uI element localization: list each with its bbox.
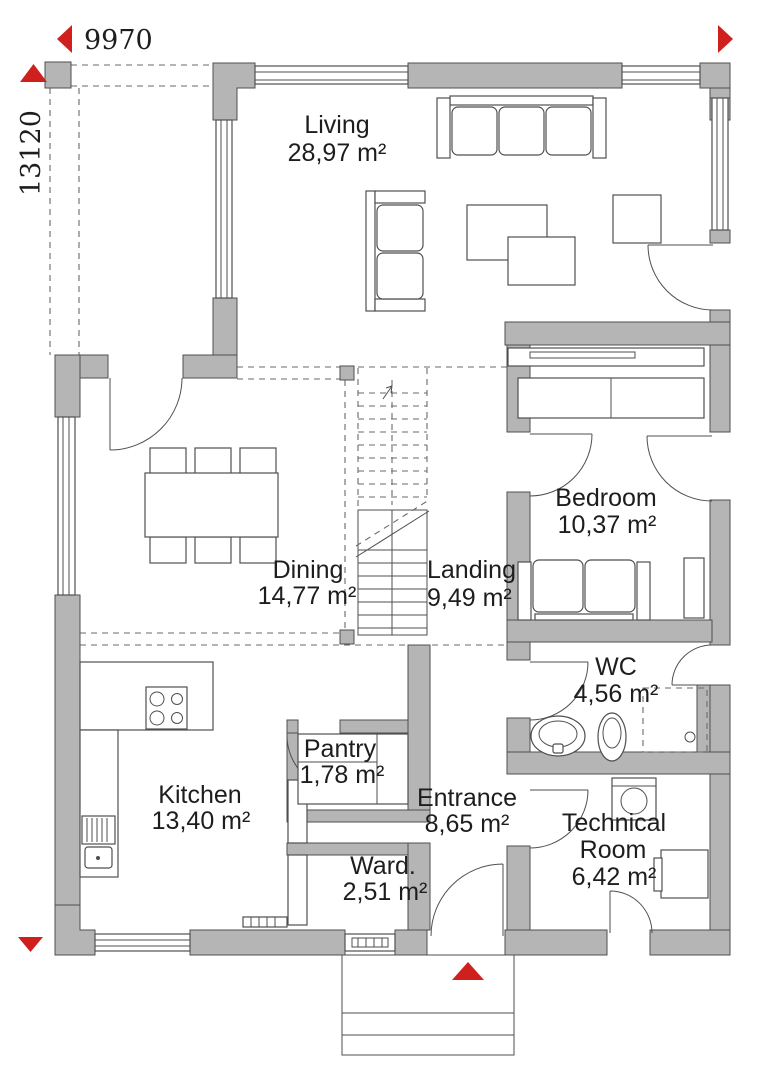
window: [58, 417, 75, 595]
wall-segment: [505, 322, 730, 345]
wall-segment: [287, 720, 298, 733]
wall-segment: [80, 355, 108, 378]
dining-area: 14,77 m²: [257, 582, 357, 610]
wall-segment: [507, 846, 530, 930]
living-side-door: [648, 245, 713, 310]
dimension-arrow-down-icon: [18, 937, 43, 952]
bedroom-area: 10,37 m²: [557, 511, 657, 539]
kitchen-label: Kitchen: [158, 781, 242, 809]
kitchen-area: 13,40 m²: [151, 807, 251, 835]
wall-segment: [710, 88, 730, 98]
entry-steps: [342, 955, 514, 1055]
wc-label: WC: [595, 653, 637, 681]
boiler: [654, 850, 708, 898]
width-dimension: 9970: [84, 25, 153, 56]
sink: [82, 816, 115, 868]
wall-segment: [183, 355, 237, 378]
structural-column: [340, 630, 354, 644]
wall-segment: [408, 63, 622, 88]
living-area: 28,97 m²: [287, 139, 387, 167]
window: [255, 66, 408, 84]
wall-segment: [55, 595, 80, 905]
technical-area: 6,42 m²: [571, 863, 657, 891]
bedroom-exterior-door: [647, 436, 712, 501]
window: [216, 120, 232, 298]
terrace-outline: [50, 65, 213, 355]
dimension-arrow-right-icon: [718, 25, 733, 53]
sofa-large: [437, 96, 606, 158]
dining-table: [145, 473, 278, 537]
technical-label-line2: Room: [579, 836, 647, 864]
wall-segment: [505, 930, 607, 955]
wall-segment: [650, 930, 730, 955]
technical-label-line1: Technical: [561, 809, 667, 837]
entrance-area: 8,65 m²: [424, 810, 510, 838]
wardrobe-closet: [508, 348, 704, 418]
wall-segment: [213, 63, 255, 120]
vent-grille: [345, 934, 395, 951]
sofa-small: [366, 191, 425, 311]
pantry-label: Pantry: [303, 735, 377, 763]
wall-segment: [507, 718, 530, 752]
wall-segment: [287, 810, 430, 822]
wall-segment: [710, 685, 730, 930]
height-dimension: 13120: [16, 110, 47, 196]
living-label: Living: [304, 111, 370, 139]
toilet: [598, 713, 626, 761]
dining-label: Dining: [272, 556, 344, 584]
wall-segment: [710, 230, 730, 243]
terrace-door: [110, 378, 182, 450]
terrace-column: [45, 62, 71, 88]
technical-exterior-door: [610, 891, 652, 933]
main-entrance-door: [431, 864, 503, 936]
dining-set: [145, 448, 278, 563]
bed: [518, 560, 650, 620]
entrance-label: Entrance: [416, 784, 518, 812]
wc-exterior-door: [672, 645, 712, 685]
kitchen-counter: [80, 662, 213, 877]
tall-cabinet: [288, 855, 307, 925]
wc-area: 4,56 m²: [573, 680, 659, 708]
coffee-table: [508, 237, 575, 285]
wall-segment: [213, 298, 237, 358]
window: [712, 98, 728, 230]
side-table: [613, 195, 661, 243]
window: [95, 934, 190, 951]
bedroom-label: Bedroom: [555, 484, 657, 512]
landing-area: 9,49 m²: [427, 584, 512, 612]
dimension-arrow-up-icon: [20, 64, 47, 82]
stove: [146, 687, 187, 729]
landing-label: Landing: [427, 556, 516, 584]
washbasin: [531, 716, 585, 756]
wall-segment: [710, 500, 730, 645]
window: [622, 66, 700, 84]
staircase: [356, 368, 429, 635]
wall-segment: [395, 930, 427, 955]
wall-segment: [190, 930, 345, 955]
wardrobe-label: Ward.: [350, 852, 416, 880]
wall-segment: [55, 905, 95, 955]
wall-segment: [55, 355, 80, 417]
entrance-marker-icon: [452, 962, 484, 980]
wall-segment: [507, 620, 712, 642]
wall-segment: [507, 642, 530, 660]
structural-column: [340, 366, 354, 380]
pantry-area: 1,78 m²: [299, 761, 385, 789]
wardrobe-area: 2,51 m²: [342, 878, 428, 906]
dresser: [684, 558, 704, 618]
radiator: [243, 917, 287, 927]
dimension-arrow-left-icon: [57, 25, 72, 53]
